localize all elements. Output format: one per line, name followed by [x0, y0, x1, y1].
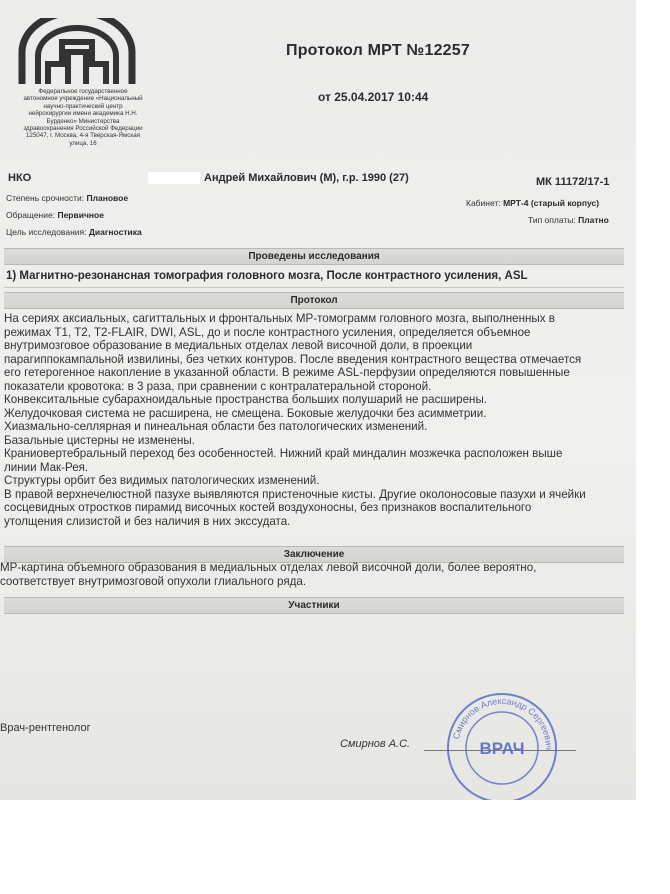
org-line: Бурденко» Министерства [46, 117, 120, 125]
stamp-ring-text: Смирнов Александр Сергеевич [450, 695, 555, 751]
org-line: нейрохирургии имени академика Н.Н. [28, 110, 138, 118]
protocol-line: Краниовертебральный переход без особенностей. Нижний край миндалин мозжечка расположен выше [4, 447, 563, 460]
protocol-line: Структуры орбит без видимых патологических изменений. [4, 474, 320, 487]
divider [4, 287, 624, 288]
org-line: 125047, г. Москва, 4-я Тверская-Ямская [25, 132, 140, 140]
section-conclusion-header: Заключение [4, 546, 624, 563]
org-line: здравоохранения Российской Федерации [23, 125, 143, 133]
doctor-stamp-icon [444, 690, 560, 800]
visit-label: Обращение: [6, 210, 56, 220]
protocol-line: парагиппокампальной извилины, без четких контуров. После введения контрастного вещества отмечается [4, 352, 582, 366]
protocol-text [4, 312, 624, 528]
medical-card-number: МК 11172/17-1 [536, 176, 610, 188]
cabinet-value: МРТ-4 (старый корпус) [503, 198, 600, 208]
protocol-line: внутримозговое образование в медиальных отделах левой височной доли, в проекции [4, 339, 473, 352]
department-code: НКО [8, 172, 32, 184]
protocol-line: показатели кровотока: в 3 раза, при сравнении с контралатеральной стороной. [4, 379, 432, 393]
doctor-name: Смирнов А.С. [340, 738, 411, 750]
cabinet-label: Кабинет: [466, 198, 501, 208]
patient-name: Андрей Михайлович (М), г.р. 1990 (27) [204, 172, 409, 184]
organization-address [8, 88, 158, 147]
protocol-line: его гетерогенное накопление в указанной области. В режиме ASL-перфузии определяются повышенные [4, 366, 570, 379]
purpose-field [6, 227, 142, 237]
conclusion-line: МР-картина объемного образования в медиальных отделах левой височной доли, более вероятно, [0, 561, 537, 574]
redacted-surname [148, 172, 200, 184]
protocol-line: линии Мак-Рея. [4, 460, 89, 474]
protocol-line: Хиазмально-селлярная и пинеальная области без патологических изменений. [4, 420, 428, 433]
page-margin [636, 0, 670, 800]
conclusion-line: соответствует внутримозговой опухоли глиального ряда. [0, 575, 307, 588]
purpose-label: Цель исследования: [6, 227, 87, 237]
protocol-line: сосцевидных отростков пирамид височных костей воздухоносны, без признаков воспалительного [4, 501, 532, 514]
protocol-line: На сериях аксиальных, сагиттальных и фронтальных МР-томограмм головного мозга, выполненных в [4, 312, 555, 325]
visit-field [6, 210, 104, 220]
purpose-value: Диагностика [88, 227, 142, 237]
protocol-line: Желудочковая система не расширена, не смещена. Боковые желудочки без асимметрии. [4, 406, 487, 420]
urgency-value: Плановое [86, 193, 129, 203]
payment-value: Платно [578, 215, 609, 225]
section-performed-header: Проведены исследования [4, 248, 624, 265]
protocol-line: утолщения слизистой и без наличия в них экссудата. [4, 514, 291, 528]
payment-label: Тип оплаты: [528, 215, 576, 225]
stamp-center-text: ВРАЧ [479, 739, 525, 758]
institution-logo-icon [18, 18, 136, 88]
study-title: 1) Магнитно-резонансная томография головного мозга, После контрастного усиления, ASL [6, 270, 528, 282]
conclusion-text [0, 561, 620, 589]
section-participants-header: Участники [4, 597, 624, 614]
org-line: автономное учреждение «Национальный [23, 95, 143, 103]
doctor-role: Врач-рентгенолог [0, 722, 91, 734]
urgency-label: Степень срочности: [6, 193, 85, 203]
urgency-field [6, 193, 128, 203]
protocol-line: Базальные цистерны не изменены. [4, 433, 195, 447]
org-line: научно-практический центр [43, 102, 123, 110]
cabinet-field [466, 198, 599, 208]
protocol-line: режимах T1, T2, T2-FLAIR, DWI, ASL, до и после контрастного усиления, определяется объемное [4, 325, 531, 339]
protocol-line: В правой верхнечелюстной пазухе выявляются пристеночные кисты. Другие околоносовые пазухи и ячейки [4, 487, 586, 501]
document-date: от 25.04.2017 10:44 [318, 90, 429, 104]
org-line: Федеральное государственное [38, 88, 128, 95]
payment-field [528, 215, 609, 225]
document-title: Протокол МРТ №12257 [286, 42, 470, 59]
org-line: улица, 16 [69, 139, 97, 147]
section-protocol-header: Протокол [4, 292, 624, 309]
protocol-line: Конвекситальные субарахноидальные пространства больших полушарий не расширены. [4, 393, 487, 406]
visit-value: Первичное [57, 210, 104, 220]
